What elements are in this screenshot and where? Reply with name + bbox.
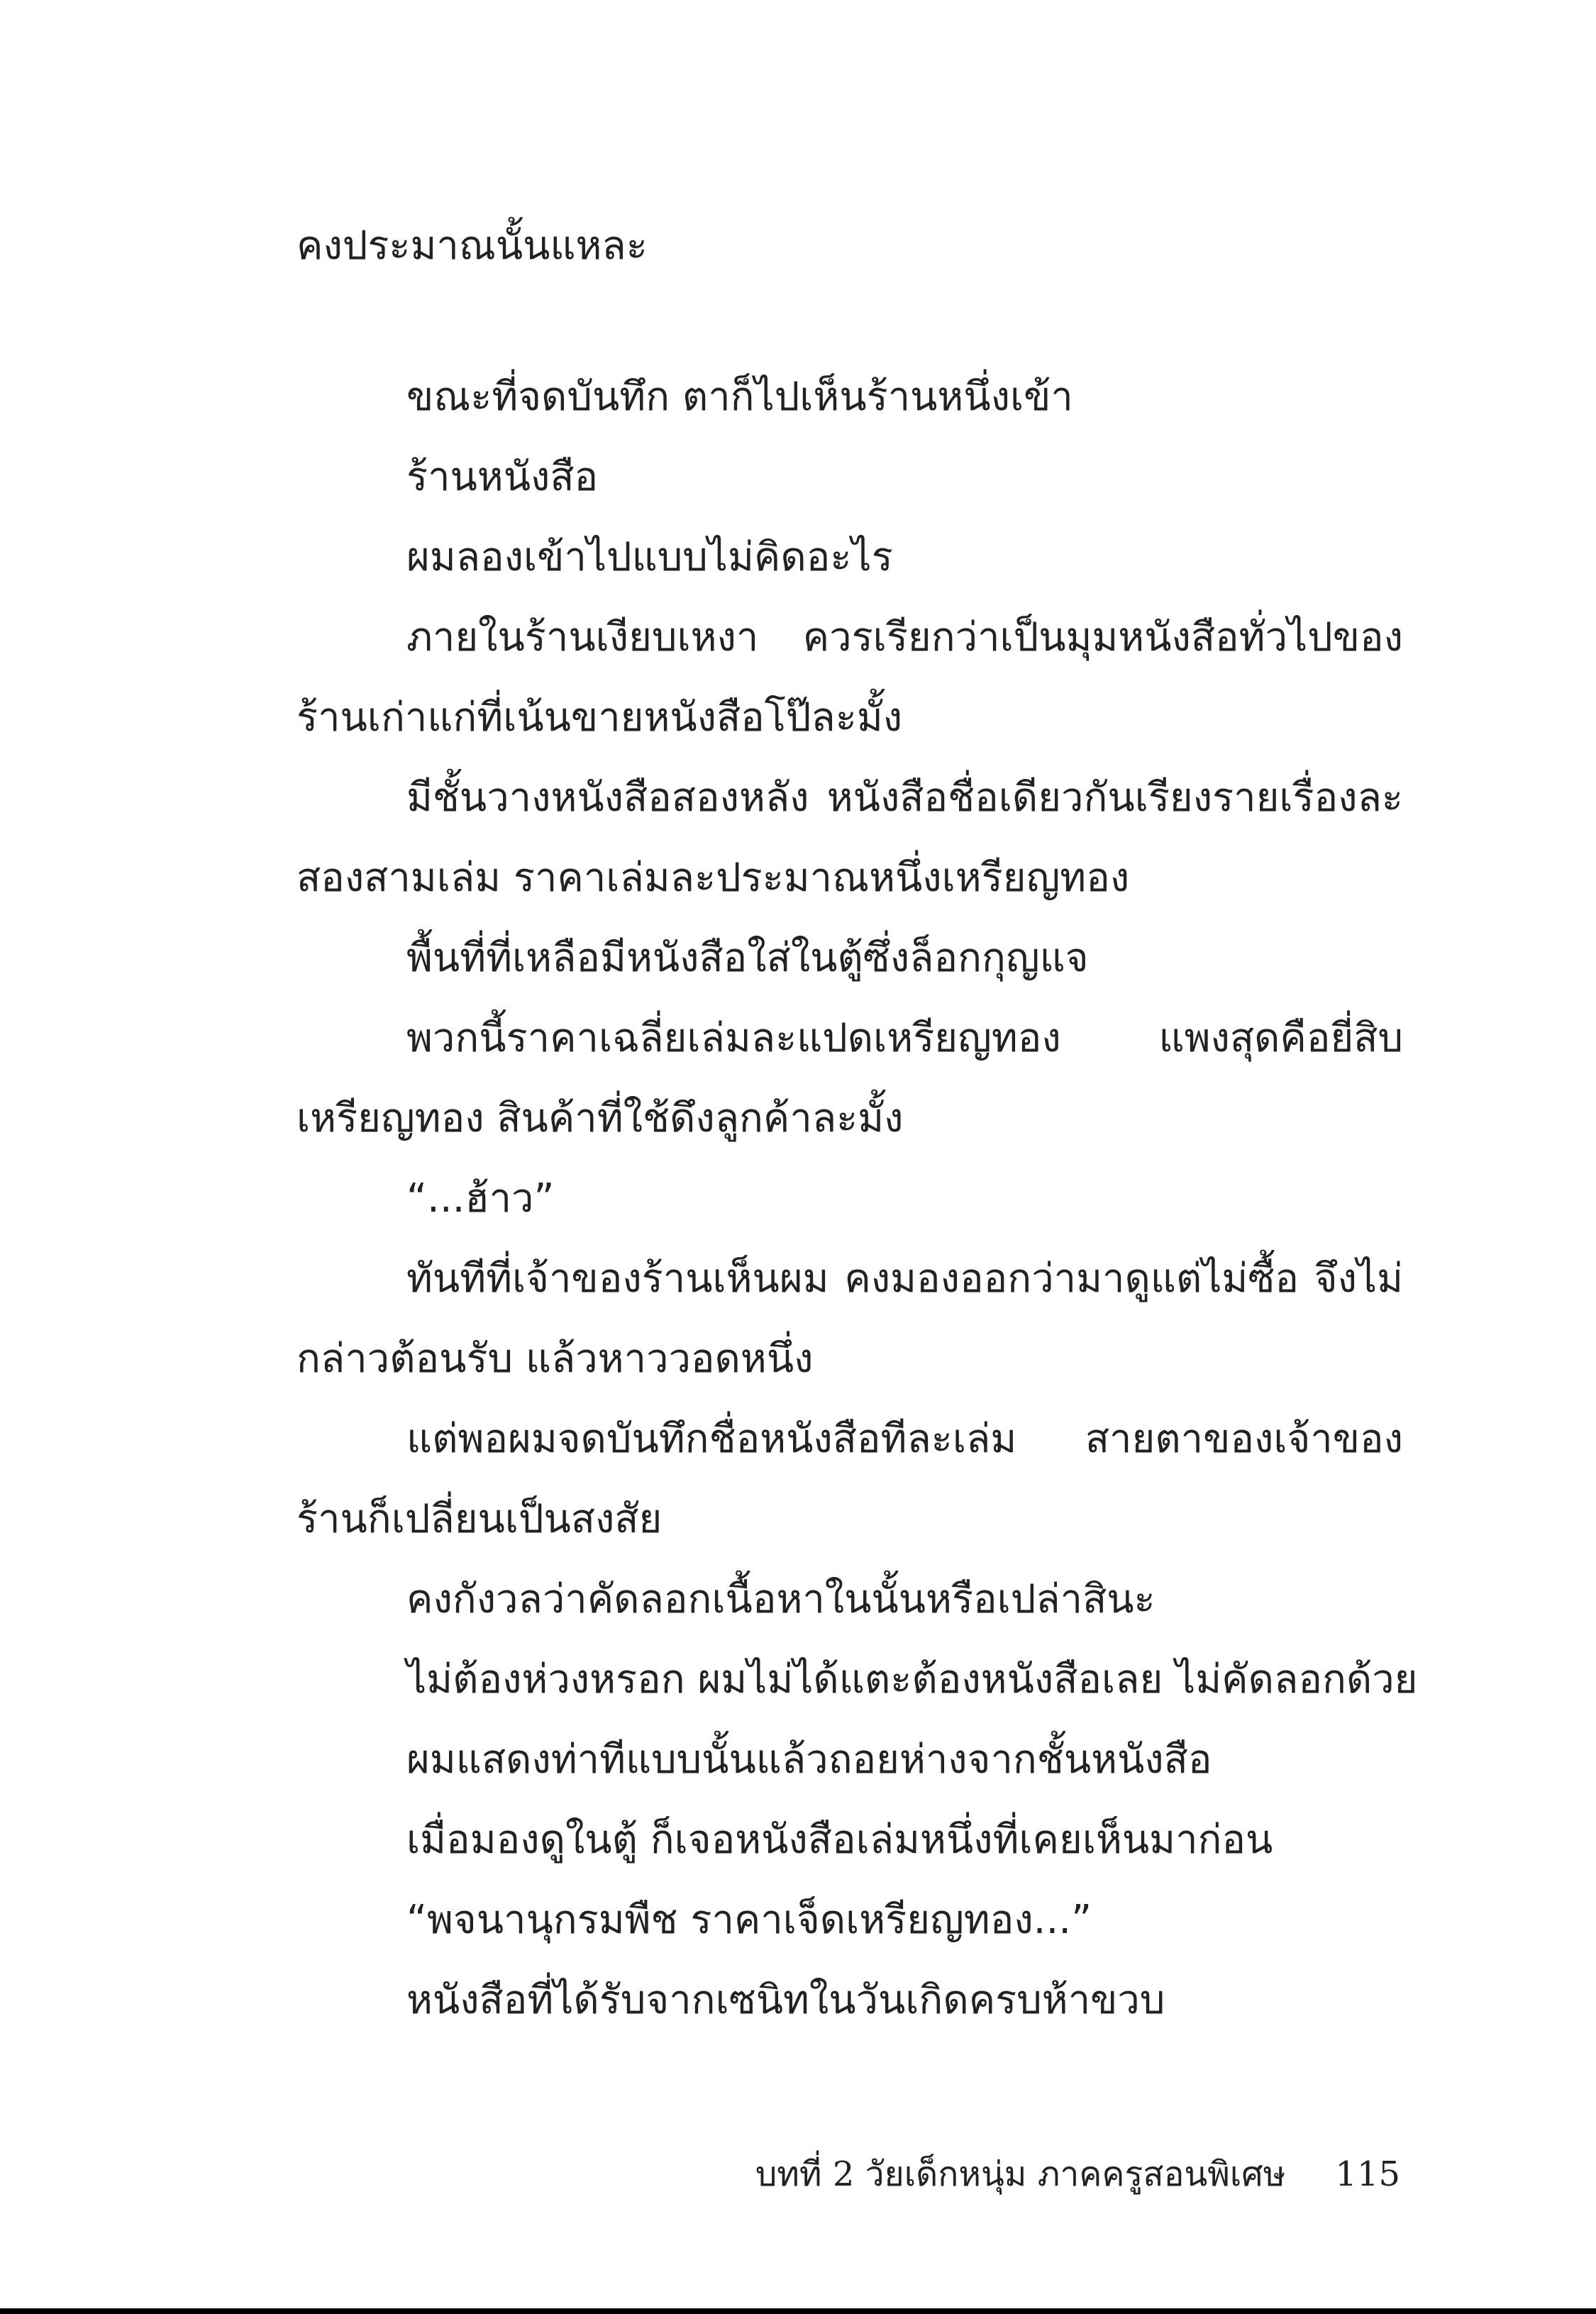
paragraph: คงประมาณนั้นแหละ: [297, 223, 648, 269]
page-footer: [755, 2142, 1400, 2206]
paragraph: แต่พอผมจดบันทึกชื่อหนังสือทีละเล่ม สายตาของเจ้าของร้านก็เปลี่ยนเป็นสงสัย: [297, 1416, 1403, 1542]
paragraph: เมื่อมองดูในตู้ ก็เจอหนังสือเล่มหนึ่งที่เคยเห็นมาก่อน: [406, 1817, 1273, 1863]
paragraph: ขณะที่จดบันทึก ตาก็ไปเห็นร้านหนึ่งเข้า: [406, 374, 1073, 420]
page-number: 115: [1335, 2154, 1400, 2194]
paragraph: มีชั้นวางหนังสือสองหลัง หนังสือชื่อเดียวกันเรียงรายเรื่องละสองสามเล่ม ราคาเล่มละประมาณหนึ่งเหรียญทอง: [297, 775, 1403, 901]
bottom-border: [0, 2308, 1596, 2314]
paragraph: “...ฮ้าว”: [406, 1175, 555, 1222]
paragraph: ทันทีที่เจ้าของร้านเห็นผม คงมองออกว่ามาดูแต่ไม่ซื้อ จึงไม่กล่าวต้อนรับ แล้วหาววอดหนึ่ง: [297, 1256, 1403, 1382]
paragraph: หนังสือที่ได้รับจากเซนิทในวันเกิดครบห้าขวบ: [406, 1977, 1165, 2023]
paragraph: คงกังวลว่าคัดลอกเนื้อหาในนั้นหรือเปล่าสินะ: [406, 1576, 1156, 1622]
body-text: [297, 206, 1418, 2040]
paragraph: พื้นที่ที่เหลือมีหนังสือใส่ในตู้ซึ่งล็อกกุญแจ: [406, 935, 1089, 981]
paragraph: “พจนานุกรมพืช ราคาเจ็ดเหรียญทอง...”: [406, 1897, 1092, 1943]
paragraph: ไม่ต้องห่วงหรอก ผมไม่ได้แตะต้องหนังสือเลย ไม่คัดลอกด้วย: [406, 1656, 1418, 1703]
chapter-title: บทที่ 2 วัยเด็กหนุ่ม ภาคครูสอนพิเศษ: [755, 2154, 1286, 2194]
paragraph: ภายในร้านเงียบเหงา ควรเรียกว่าเป็นมุมหนังสือทั่วไปของร้านเก่าแก่ที่เน้นขายหนังสือโป๊ละมั้ง: [297, 614, 1403, 741]
paragraph: พวกนี้ราคาเฉลี่ยเล่มละแปดเหรียญทอง แพงสุดคือยี่สิบเหรียญทอง สินค้าที่ใช้ดึงลูกค้าละมั้ง: [297, 1015, 1403, 1141]
paragraph: ร้านหนังสือ: [406, 454, 599, 500]
paragraph: ผมแสดงท่าทีแบบนั้นแล้วถอยห่างจากชั้นหนังสือ: [406, 1737, 1212, 1783]
paragraph: ผมลองเข้าไปแบบไม่คิดอะไร: [406, 534, 893, 580]
